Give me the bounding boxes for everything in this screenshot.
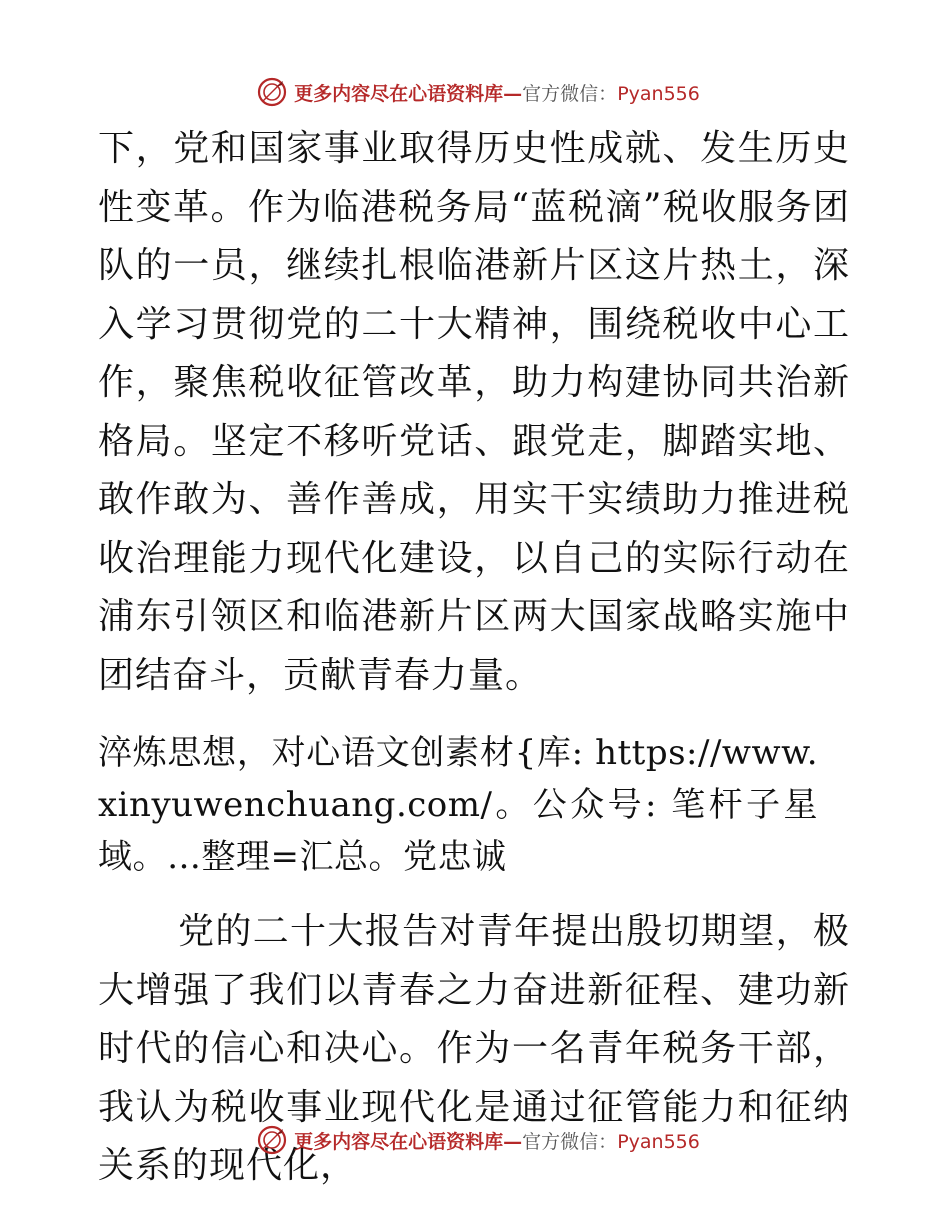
body-paragraph-2: 淬炼思想，对心语文创素材{库: https://www.xinyuwenchuang.com/。公众号: 笔杆子星域。…整理=汇总。党忠诚 [98, 733, 818, 877]
header-banner-main-text: 更多内容尽在心语资料库— [294, 82, 523, 105]
header-wechat-label: 官方微信： [522, 82, 618, 105]
header-banner [0, 72, 950, 112]
body-paragraph-1: 下，党和国家事业取得历史性成就、发生历史性变革。作为临港税务局“蓝税滴”税收服务团队的一员，继续扎根临港新片区这片热土，深入学习贯彻党的二十大精神，围绕税收中心工作，聚焦税收征管改革，助力构建协同共治新格局。坚定不移听党话、跟党走，脚踏实地、敢作敢为、善作善成，用实干实绩助力推进税收治理能力现代化建设，以自己的实际行动在浦东引领区和临港新片区两大国家战略实施中团结奋斗，贡献青春力量。 [98, 128, 850, 696]
brand-logo-icon [256, 1124, 288, 1156]
document-body [98, 120, 850, 1196]
header-wechat-id: Pyan556 [617, 82, 700, 105]
header-banner-inner [256, 76, 700, 108]
footer-banner [0, 1120, 950, 1160]
header-banner-text [294, 79, 700, 106]
footer-banner-main-text: 更多内容尽在心语资料库— [294, 1130, 523, 1153]
footer-banner-text [294, 1127, 700, 1154]
brand-logo-icon [256, 76, 288, 108]
footer-wechat-label: 官方微信： [522, 1130, 618, 1153]
body-paragraph-3: 党的二十大报告对青年提出殷切期望，极大增强了我们以青春之力奋进新征程、建功新时代的信心和决心。作为一名青年税务干部，我认为税收事业现代化是通过征管能力和征纳关系的现代化， [98, 911, 850, 1186]
footer-wechat-id: Pyan556 [617, 1130, 700, 1153]
footer-banner-inner [256, 1124, 700, 1156]
